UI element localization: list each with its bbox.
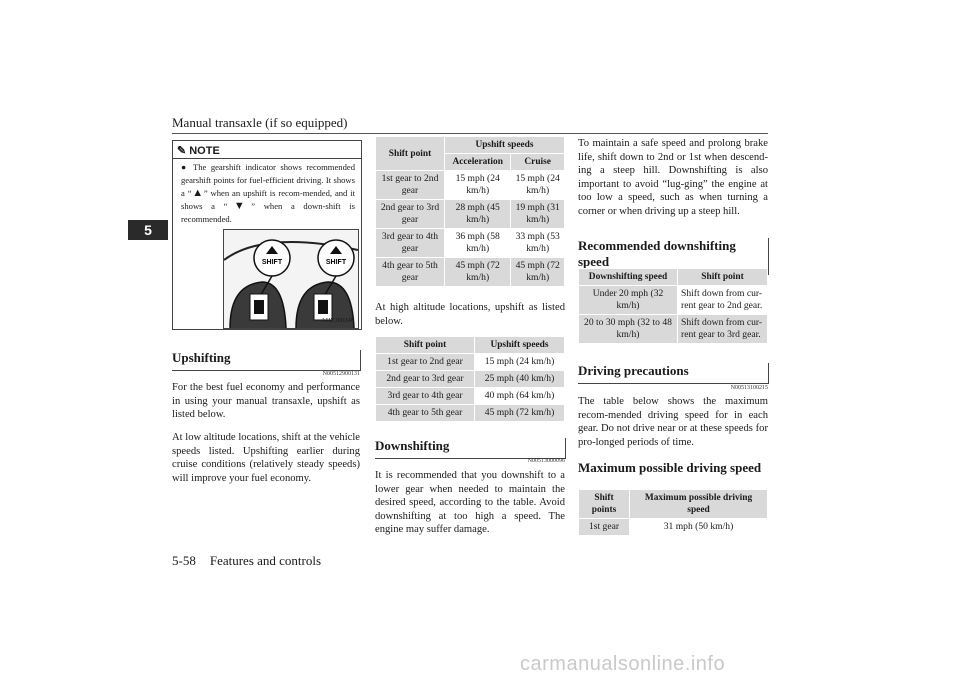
note-pencil-icon: ✎	[177, 145, 187, 157]
col-header-shift-point: Shift point	[376, 137, 445, 171]
recommended-downshifting-heading: Recommended downshifting speed	[578, 238, 769, 275]
col-header-downshifting-speed: Downshifting speed	[579, 269, 678, 286]
table-row: 4th gear to 5th gear 45 mph (72 km/h)	[376, 405, 565, 422]
note-header	[177, 144, 220, 157]
chapter-tab: 5	[128, 220, 168, 240]
driving-precautions-heading: Driving precautions	[578, 363, 769, 384]
upshifting-paragraph-1: For the best fuel economy and performance in using your manual transaxle, upshift as listed below.	[172, 382, 360, 421]
col-header-shift-point: Shift point	[678, 269, 768, 286]
table-row: 3rd gear to 4th gear 40 mph (64 km/h)	[376, 388, 565, 405]
note-rule	[173, 158, 361, 159]
upshifting-paragraph-2: At low altitude locations, shift at the vehicle speeds listed. Upshifting earlier during cruise conditions (relatively steady speeds) will improve your fuel economy.	[172, 432, 360, 484]
figure-code: AHZ100248	[321, 317, 354, 324]
table-row: 20 to 30 mph (32 to 48 km/h) Shift down from cur-rent gear to 3rd gear.	[579, 315, 768, 344]
note-text: ● The gearshift indicator shows recommended gearshift points for fuel-efficient driving. It shows a “▲” when an upshift is recom-mended, and it shows a “▼” when a down-shift is recommended.	[181, 162, 355, 224]
col-header-upshift-speeds: Upshift speeds	[475, 337, 565, 354]
page-number: 5-58	[172, 553, 196, 568]
watermark: carmanualsonline.info	[520, 653, 726, 675]
col-header-shift-points: Shift points	[579, 490, 630, 519]
footer-section: Features and controls	[209, 553, 322, 568]
maximum-speed-table	[578, 489, 768, 536]
upshifting-code: N00512900131	[322, 371, 360, 377]
table-row: 1st gear to 2nd gear 15 mph (24 km/h) 15 mph (24 km/h)	[376, 171, 565, 200]
bullet-icon: ●	[181, 162, 193, 172]
upshifting-heading: Upshifting	[172, 350, 361, 371]
note-label: NOTE	[189, 144, 220, 157]
high-altitude-upshift-table	[375, 336, 565, 422]
col-header-upshift-speeds: Upshift speeds	[445, 137, 565, 154]
downshift-triangle-icon: ▼	[227, 200, 252, 212]
table-row: 2nd gear to 3rd gear 28 mph (45 km/h) 19 mph (31 km/h)	[376, 200, 565, 229]
table-row: 1st gear 31 mph (50 km/h)	[579, 519, 768, 536]
col-header-cruise: Cruise	[511, 154, 565, 171]
downshifting-paragraph: It is recommended that you downshift to a lower gear when needed to maintain the desired speed, according to the table. Avoid downshifting at too high a speed. The engine may suffer damage.	[375, 470, 565, 536]
downshift-intro-paragraph: To maintain a safe speed and prolong brake life, shift down to 2nd or 1st when descend-ing a steep hill. Downshifting is also important to avoid “lug-ging” the engine at too low a speed, such as when turning a corner or when driving up a steep hill.	[578, 138, 768, 217]
header-rule	[172, 133, 768, 134]
shift-label-right: SHIFT	[325, 259, 347, 266]
page-footer	[172, 553, 335, 569]
downshifting-speed-table	[578, 268, 768, 344]
instrument-cluster-illustration	[224, 230, 358, 328]
downshifting-code: N00513000096	[527, 458, 565, 464]
upshift-triangle-icon: ▲	[191, 187, 204, 199]
col-header-maximum-speed: Maximum possible driving speed	[630, 490, 768, 519]
driving-precautions-paragraph: The table below shows the maximum recom-mended driving speed for in each gear. Do not drive near or at these speeds for pro-longed periods of time.	[578, 396, 768, 448]
page-header-title: Manual transaxle (if so equipped)	[172, 115, 348, 130]
downshifting-heading: Downshifting	[375, 438, 566, 459]
low-altitude-upshift-table	[375, 136, 565, 287]
col-header-shift-point: Shift point	[376, 337, 475, 354]
table-row: 4th gear to 5th gear 45 mph (72 km/h) 45 mph (72 km/h)	[376, 258, 565, 287]
table-row: Under 20 mph (32 km/h) Shift down from cur-rent gear to 2nd gear.	[579, 286, 768, 315]
shift-label-left: SHIFT	[261, 259, 283, 266]
table-row: 1st gear to 2nd gear 15 mph (24 km/h)	[376, 354, 565, 371]
gearshift-indicator-figure	[223, 229, 359, 329]
note-box	[172, 140, 362, 330]
table-row: 2nd gear to 3rd gear 25 mph (40 km/h)	[376, 371, 565, 388]
high-altitude-paragraph: At high altitude locations, upshift as listed below.	[375, 302, 565, 327]
maximum-speed-heading: Maximum possible driving speed	[578, 460, 762, 475]
driving-precautions-code: N00513100215	[730, 385, 768, 391]
table-row: 3rd gear to 4th gear 36 mph (58 km/h) 33 mph (53 km/h)	[376, 229, 565, 258]
col-header-acceleration: Acceleration	[445, 154, 511, 171]
